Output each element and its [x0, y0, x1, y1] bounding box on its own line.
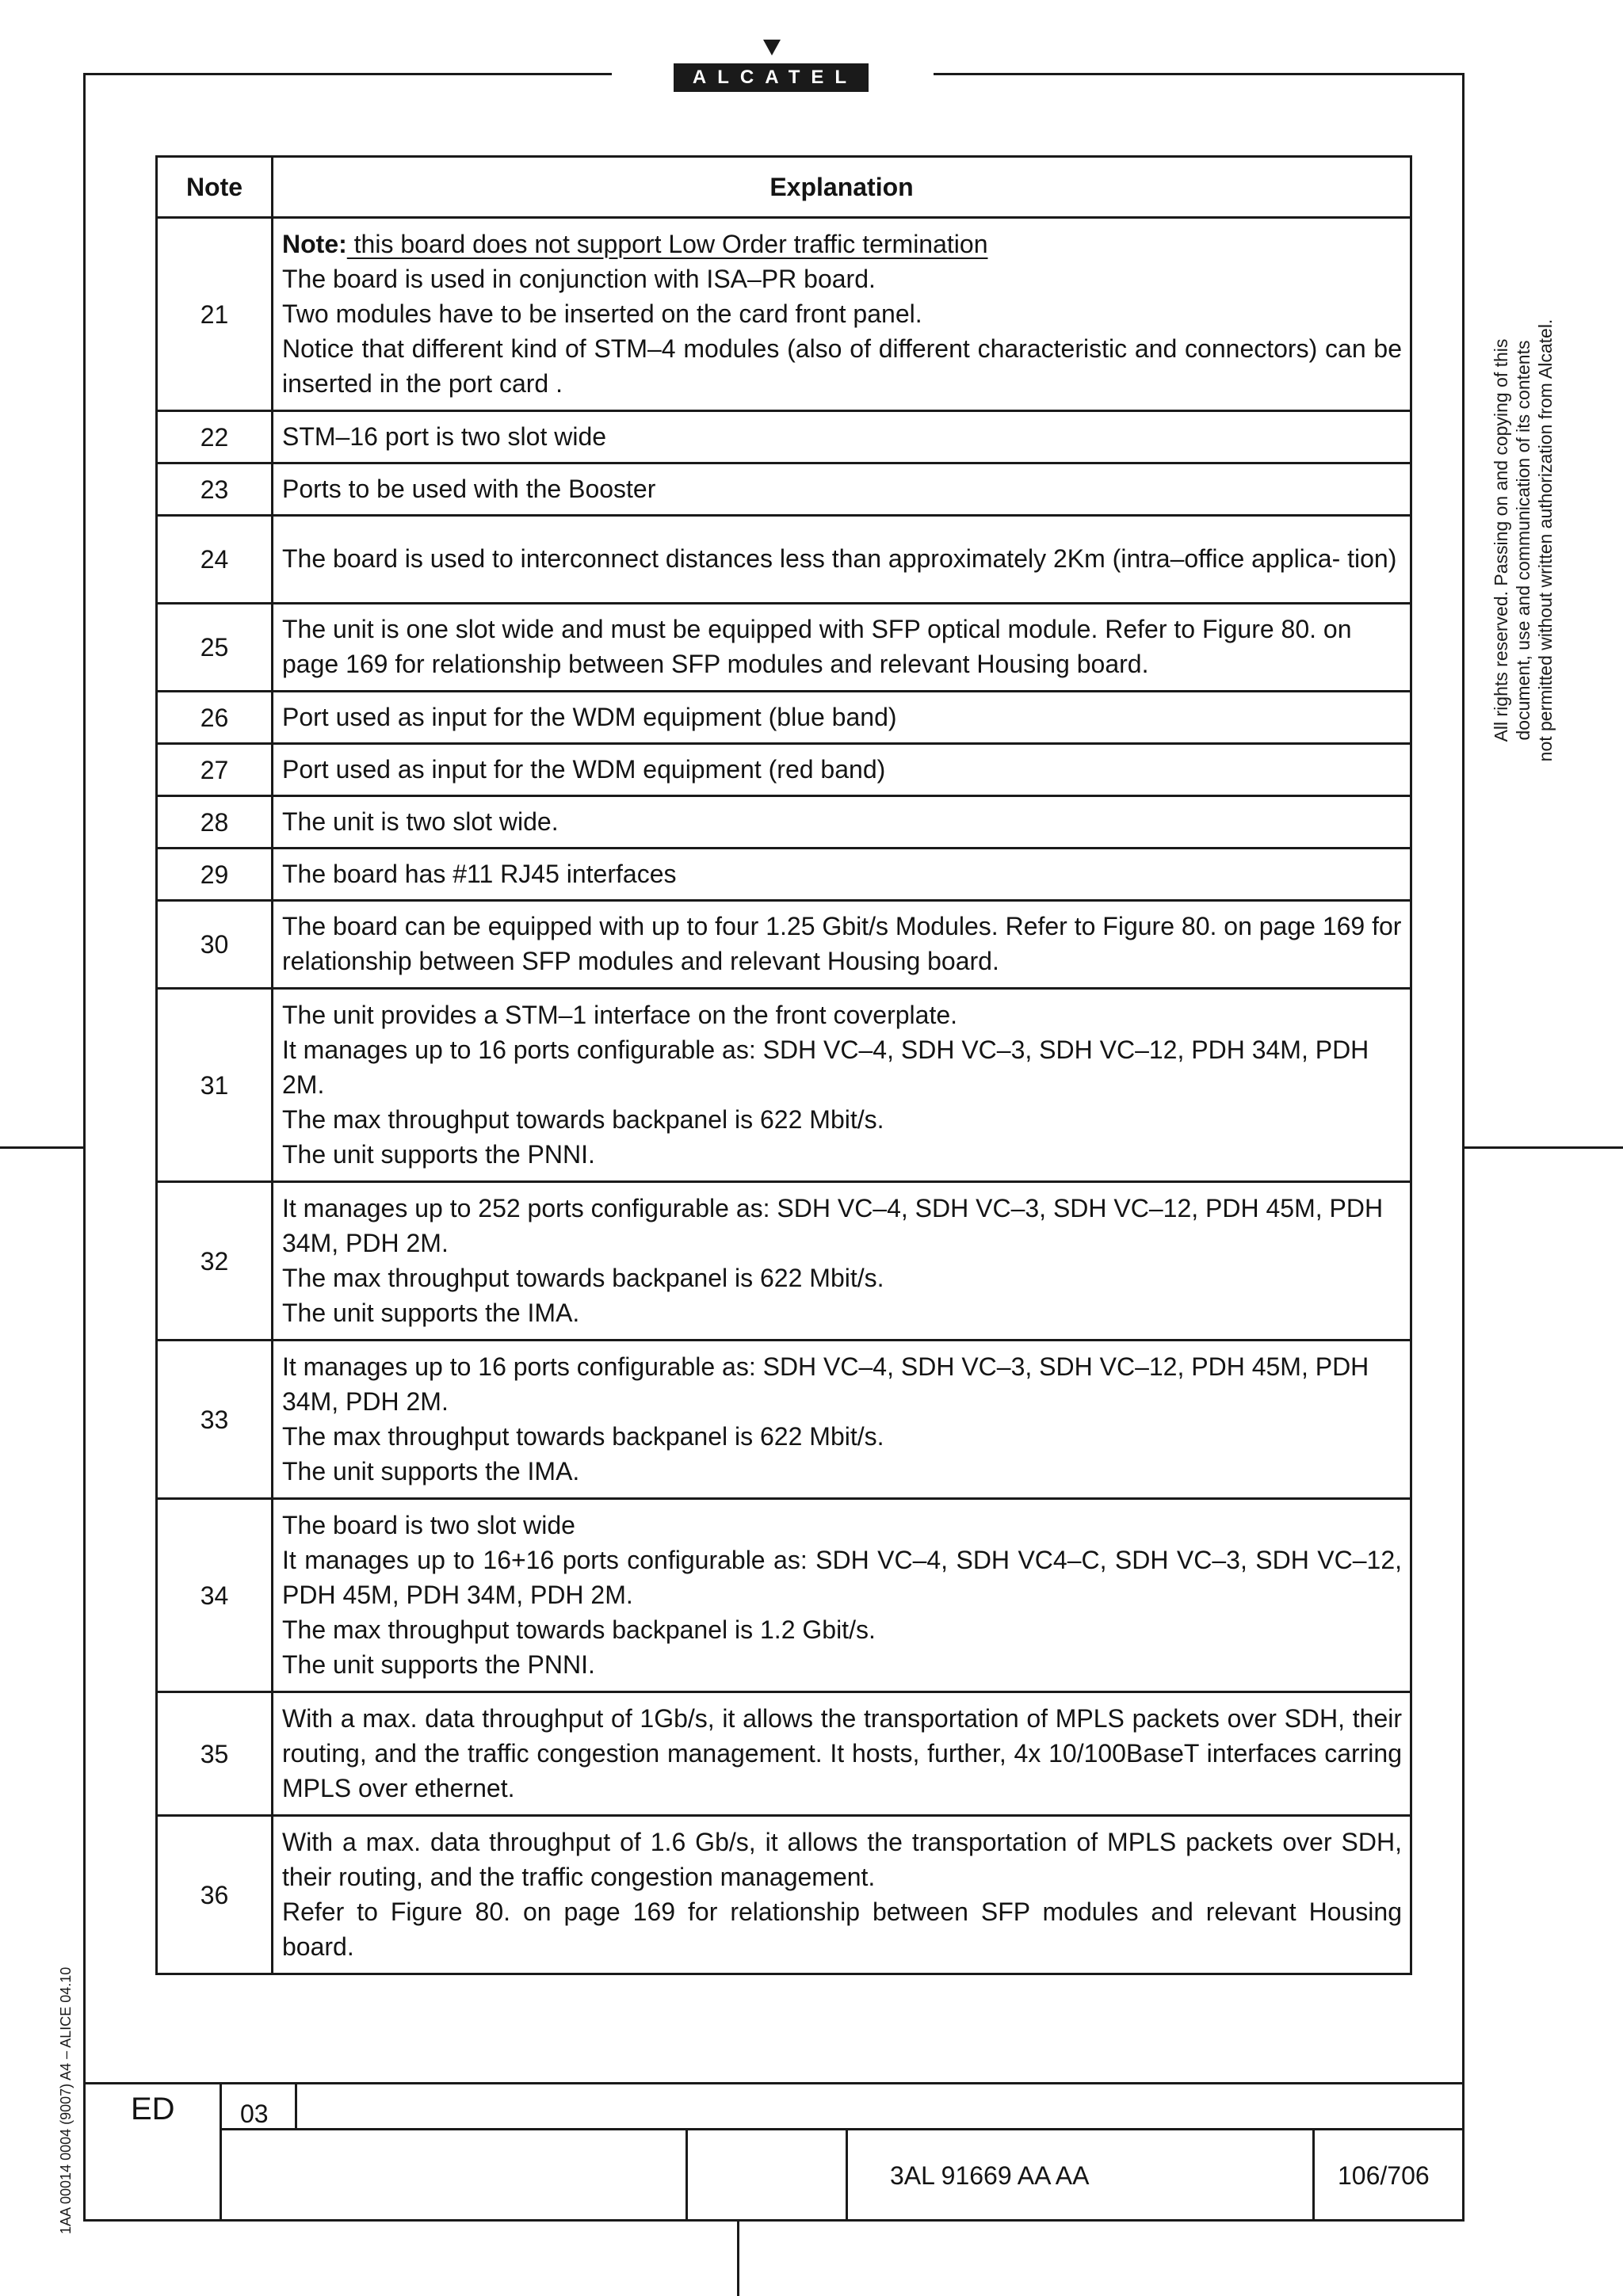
fold-mark-left — [0, 1146, 83, 1149]
copyright-line: not permitted without written authorization from Alcatel. — [1535, 318, 1556, 762]
note-explanation — [273, 901, 1411, 989]
note-number: 29 — [157, 849, 273, 901]
table-row — [157, 989, 1411, 1182]
alcatel-logo — [674, 40, 869, 95]
note-explanation — [273, 1816, 1411, 1974]
explanation-line: It manages up to 16+16 ports configurable as: SDH VC–4, SDH VC4–C, SDH VC–3, SDH VC–12, PDH 45M, PDH 34M, PDH 2M. — [282, 1545, 1402, 1609]
explanation-line: The board is two slot wide — [282, 1510, 575, 1539]
note-explanation — [273, 218, 1411, 411]
explanation-line: The unit is one slot wide and must be equipped with SFP optical module. Refer to Figure 80. on page 169 for relationship between SFP modules and relevant Housing board. — [282, 615, 1352, 678]
note-explanation — [273, 1341, 1411, 1499]
note-number: 36 — [157, 1816, 273, 1974]
edition-value: 03 — [240, 2100, 269, 2128]
explanation-line: The unit is two slot wide. — [282, 807, 559, 836]
note-number: 35 — [157, 1692, 273, 1816]
note-number: 28 — [157, 796, 273, 849]
footer-title-block — [83, 2082, 1465, 2222]
note-warning-label: Note: — [282, 229, 347, 258]
note-number: 34 — [157, 1499, 273, 1692]
table-row — [157, 463, 1411, 516]
logo-triangle-icon — [763, 40, 781, 55]
logo-text: ALCATEL — [674, 63, 869, 92]
column-header-explanation: Explanation — [273, 157, 1411, 218]
footer-divider — [685, 2128, 688, 2222]
fold-mark-bottom — [737, 2222, 739, 2296]
note-explanation — [273, 849, 1411, 901]
note-number: 30 — [157, 901, 273, 989]
fold-mark-right — [1465, 1146, 1623, 1149]
note-explanation — [273, 744, 1411, 796]
table-row — [157, 901, 1411, 989]
footer-divider — [1312, 2128, 1315, 2222]
table-row — [157, 218, 1411, 411]
explanation-line: The unit supports the IMA. — [282, 1456, 580, 1486]
copyright-line: All rights reserved. Passing on and copying of this — [1491, 338, 1511, 742]
table-row — [157, 1182, 1411, 1341]
note-explanation — [273, 989, 1411, 1182]
table-row — [157, 604, 1411, 692]
note-explanation — [273, 796, 1411, 849]
notes-table — [155, 155, 1412, 1975]
note-number: 31 — [157, 989, 273, 1182]
table-row — [157, 411, 1411, 463]
explanation-line: Port used as input for the WDM equipment (blue band) — [282, 702, 897, 731]
explanation-line: Notice that different kind of STM–4 modules (also of different characteristic and connectors) can be inserted in the port card . — [282, 334, 1402, 398]
note-number: 23 — [157, 463, 273, 516]
explanation-line: It manages up to 252 ports configurable as: SDH VC–4, SDH VC–3, SDH VC–12, PDH 45M, PDH 34M, PDH 2M. — [282, 1193, 1384, 1257]
note-explanation — [273, 1692, 1411, 1816]
footer-divider — [846, 2128, 848, 2222]
edition-label: ED — [131, 2092, 175, 2126]
table-row — [157, 1816, 1411, 1974]
frame-left-border — [83, 73, 86, 2222]
explanation-line: With a max. data throughput of 1.6 Gb/s, it allows the transportation of MPLS packets over SDH, their routing, and the traffic congestion management. — [282, 1827, 1402, 1891]
note-explanation — [273, 692, 1411, 744]
note-number: 21 — [157, 218, 273, 411]
explanation-line: The board can be equipped with up to four 1.25 Gbit/s Modules. Refer to Figure 80. on page 169 for relationship between SFP modules and relevant Housing board. — [282, 912, 1402, 975]
column-header-note: Note — [157, 157, 273, 218]
table-header-row — [157, 157, 1411, 218]
document-code: 3AL 91669 AA AA — [890, 2161, 1090, 2190]
table-row — [157, 516, 1411, 604]
note-explanation — [273, 604, 1411, 692]
footer-divider — [220, 2082, 222, 2222]
copyright-line: document, use and communication of its contents — [1513, 340, 1533, 741]
explanation-line: It manages up to 16 ports configurable as: SDH VC–4, SDH VC–3, SDH VC–12, PDH 45M, PDH 34M, PDH 2M. — [282, 1352, 1369, 1416]
footer-divider — [295, 2082, 297, 2128]
explanation-line: With a max. data throughput of 1Gb/s, it allows the transportation of MPLS packets over SDH, their routing, and the traffic congestion management. It hosts, further, 4x 10/100BaseT interfaces carring MPLS over ethernet. — [282, 1703, 1402, 1802]
table-row — [157, 1692, 1411, 1816]
note-number: 33 — [157, 1341, 273, 1499]
frame-top-border-right — [934, 73, 1465, 75]
table-row — [157, 1341, 1411, 1499]
form-code: 1AA 00014 0004 (9007) A4 – ALICE 04.10 — [58, 1966, 74, 2234]
page-number: 106/706 — [1338, 2161, 1430, 2190]
explanation-line: The max throughput towards backpanel is 622 Mbit/s. — [282, 1104, 884, 1134]
note-number: 24 — [157, 516, 273, 604]
table-row — [157, 1499, 1411, 1692]
footer-rule — [220, 2128, 1465, 2130]
explanation-line: The unit supports the PNNI. — [282, 1650, 595, 1679]
explanation-line: Ports to be used with the Booster — [282, 474, 656, 503]
table-row — [157, 796, 1411, 849]
copyright-notice — [1490, 279, 1585, 802]
note-number: 25 — [157, 604, 273, 692]
frame-top-border-left — [83, 73, 612, 75]
table-row — [157, 849, 1411, 901]
note-explanation — [273, 516, 1411, 604]
explanation-line: The board is used to interconnect distances less than approximately 2Km (intra–office applica- tion) — [282, 544, 1397, 573]
explanation-line: The max throughput towards backpanel is 1.2 Gbit/s. — [282, 1615, 876, 1644]
note-number: 32 — [157, 1182, 273, 1341]
explanation-line: The board has #11 RJ45 interfaces — [282, 859, 677, 888]
table-row — [157, 744, 1411, 796]
explanation-line: The max throughput towards backpanel is 622 Mbit/s. — [282, 1263, 884, 1292]
explanation-line: The unit provides a STM–1 interface on the front coverplate. — [282, 1000, 958, 1029]
explanation-line: It manages up to 16 ports configurable as: SDH VC–4, SDH VC–3, SDH VC–12, PDH 34M, PDH 2M. — [282, 1035, 1369, 1099]
explanation-line: The unit supports the IMA. — [282, 1298, 580, 1327]
note-explanation — [273, 1182, 1411, 1341]
note-explanation — [273, 463, 1411, 516]
footer-rule — [83, 2219, 1465, 2222]
explanation-line: Two modules have to be inserted on the card front panel. — [282, 299, 922, 328]
explanation-line: STM–16 port is two slot wide — [282, 421, 607, 451]
note-number: 26 — [157, 692, 273, 744]
explanation-line: The board is used in conjunction with ISA–PR board. — [282, 264, 876, 293]
note-warning-text: this board does not support Low Order traffic termination — [346, 229, 988, 258]
explanation-line: The unit supports the PNNI. — [282, 1139, 595, 1169]
table-row — [157, 692, 1411, 744]
note-warning-line — [282, 227, 1402, 261]
explanation-line: The max throughput towards backpanel is 622 Mbit/s. — [282, 1421, 884, 1451]
note-number: 27 — [157, 744, 273, 796]
note-number: 22 — [157, 411, 273, 463]
footer-rule — [83, 2082, 1465, 2084]
explanation-line: Refer to Figure 80. on page 169 for relationship between SFP modules and relevant Housing board. — [282, 1897, 1402, 1961]
explanation-line: Port used as input for the WDM equipment (red band) — [282, 754, 886, 784]
note-explanation — [273, 1499, 1411, 1692]
note-explanation — [273, 411, 1411, 463]
